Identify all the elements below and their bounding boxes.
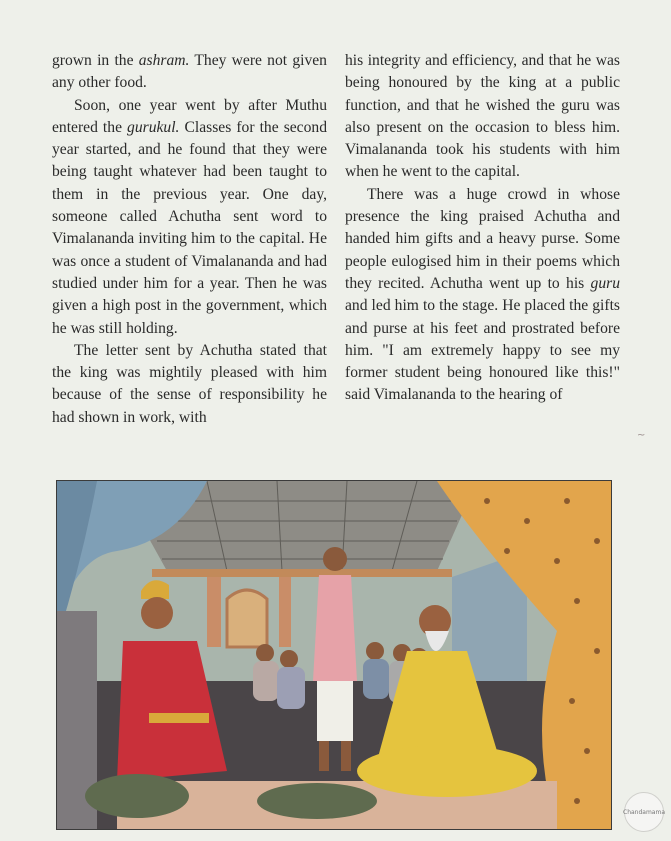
text-run: They were not given any other food. [52, 52, 327, 92]
left-paragraph-2 [52, 95, 327, 340]
left-paragraph-1 [52, 50, 327, 95]
right-paragraph-1: his integrity and efficiency, and that he was being honoured by the king at a public function, and that he wished the guru was also present on the occasion to bless him. Vimalananda took his students with him when he went to the capital. [345, 52, 620, 181]
seal-icon: Chandamama [623, 808, 665, 816]
watermark-seal [624, 792, 664, 832]
pillar [279, 577, 291, 647]
scan-mark: ~ [637, 430, 646, 441]
text-run: Soon, one year went by after Muthu entered the [52, 96, 327, 136]
text-run: There was a huge crowd in whose presence the king praised Achutha and handed him gifts and a heavy purse. Some people eulogised him in their poems which they recited. Achutha went up to his [345, 185, 620, 292]
left-paragraph-3: The letter sent by Achutha stated that the king was mightily pleased with him because of the sense of responsibility he had shown in work, with [52, 341, 327, 426]
italic-word-ashram: ashram. [138, 52, 190, 69]
italic-word-guru: guru [590, 274, 620, 292]
standing-youth [313, 547, 357, 771]
arch-doorway [227, 590, 267, 647]
beam [152, 569, 452, 577]
text-run: grown in the [52, 52, 139, 69]
left-text-column [52, 50, 327, 429]
right-text-column [345, 50, 620, 407]
pillar [207, 577, 221, 647]
story-illustration-icon [57, 481, 611, 829]
text-run: and led him to the stage. He placed the gifts and purse at his feet and prostrated before him. "I am extremely happy to see my former student being honoured like this!" said Vimalananda to the hearing of [345, 297, 620, 404]
text-run: Classes for the second year started, and he found that they were being taught whatever had been taught to them in the previous year. One day, someone called Achutha sent word to Vimalananda inviting him to the capital. He was once a student of Vimalananda and had studied under him for a year. Then he was given a high post in the government, which he was still holding. [52, 118, 327, 337]
story-illustration [56, 480, 612, 830]
right-paragraph-2 [345, 184, 620, 407]
italic-word-gurukul: gurukul. [127, 118, 180, 136]
